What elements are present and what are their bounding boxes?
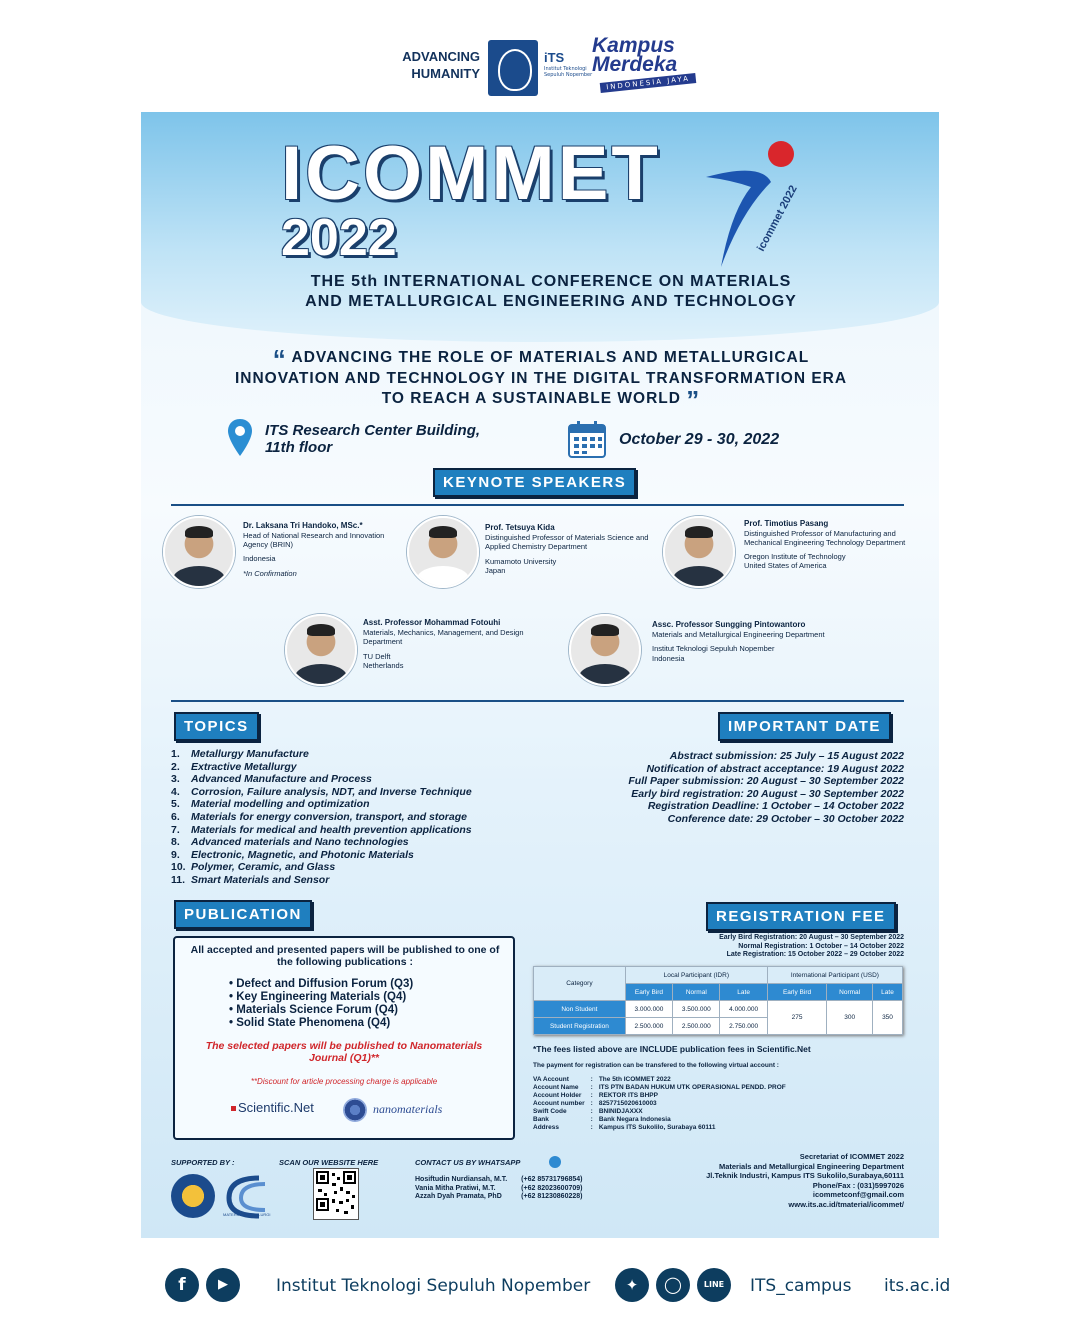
subtitle-line-2: AND METALLURGICAL ENGINEERING AND TECHNOLOGY bbox=[305, 293, 797, 310]
topic-item: 9. Electronic, Magnetic, and Photonic Materials bbox=[171, 848, 414, 861]
important-dates-list bbox=[521, 750, 904, 826]
speaker-role: Distinguished Professor of Materials Science and Applied Chemistry Department bbox=[485, 532, 649, 551]
secretariat-line: icommetconf@gmail.com bbox=[812, 1190, 904, 1199]
virtual-account-table bbox=[533, 1076, 792, 1132]
payment-note: The payment for registration can be transfered to the following virtual account : bbox=[533, 1062, 779, 1069]
speaker-name: Assc. Professor Sungging Pintowantoro bbox=[652, 620, 806, 629]
speaker-affiliation: TU Delft bbox=[363, 651, 391, 661]
its-subtext: Institut Teknologi Sepuluh Nopember bbox=[544, 66, 593, 78]
speaker-4 bbox=[363, 618, 563, 671]
topics-heading: TOPICS bbox=[174, 712, 259, 741]
fee-table bbox=[533, 966, 903, 1035]
speaker-name: Dr. Laksana Tri Handoko, MSc.* bbox=[243, 521, 363, 530]
intl-header: International Participant (USD) bbox=[767, 967, 902, 984]
theme-line-1: ADVANCING THE ROLE OF MATERIALS AND METALLURGICAL bbox=[291, 349, 810, 366]
nanomaterials-icon bbox=[343, 1098, 367, 1122]
venue-line-2: 11th floor bbox=[265, 439, 333, 456]
contacts-table bbox=[415, 1176, 596, 1202]
secretariat-line: Phone/Fax : (031)5997026 bbox=[812, 1180, 904, 1190]
scientific-net-logo: Scientific.Net bbox=[231, 1100, 314, 1115]
va-row: Account Holder : REKTOR ITS BHPP bbox=[533, 1092, 658, 1099]
topic-item: 1. Metallurgy Manufacture bbox=[171, 748, 309, 760]
va-row: Address : Kampus ITS Sukolilo, Surabaya 60111 bbox=[533, 1124, 716, 1131]
row-label: Non Student bbox=[534, 1001, 626, 1018]
topic-item: 8. Advanced materials and Nano technologies bbox=[171, 836, 409, 849]
publication-heading: PUBLICATION bbox=[174, 900, 312, 929]
fee-cell: 2.500.000 bbox=[673, 1018, 720, 1035]
whatsapp-icon bbox=[549, 1156, 561, 1168]
contact-row: Hosiftudin Nurdiansah, M.T. (+62 85731796854) bbox=[415, 1176, 583, 1183]
nanomaterials-logo: nanomaterials bbox=[373, 1102, 443, 1116]
speaker-role: Materials and Metallurgical Engineering Department bbox=[652, 629, 825, 639]
line-icon[interactable]: LINE bbox=[697, 1268, 731, 1302]
important-date-heading: IMPORTANT DATE bbox=[718, 712, 891, 741]
va-row: VA Account : The 5th ICOMMET 2022 bbox=[533, 1076, 671, 1083]
fee-cell: 300 bbox=[827, 1001, 873, 1035]
speaker-3 bbox=[744, 519, 920, 571]
period-item: Normal Registration: 1 October – 14 October 2022 bbox=[738, 942, 904, 950]
its-seal-icon bbox=[171, 1174, 215, 1218]
location-pin-icon bbox=[227, 418, 253, 458]
speaker-name: Prof. Timotius Pasang bbox=[744, 519, 829, 528]
discount-note: **Discount for article processing charge is applicable bbox=[250, 1077, 438, 1086]
theme-line-3: TO REACH A SUSTAINABLE WORLD bbox=[381, 390, 681, 407]
registration-heading: REGISTRATION FEE bbox=[706, 902, 896, 931]
period-item: Late Registration: 15 October 2022 – 29 October 2022 bbox=[726, 951, 904, 958]
qr-code-icon bbox=[313, 1168, 359, 1220]
material-metalurgi-label: MATERIAL & METALURGI bbox=[223, 1212, 271, 1217]
speaker-country: Indonesia bbox=[652, 653, 685, 663]
va-row: Account number : 8257715020610003 bbox=[533, 1100, 657, 1107]
supported-by-label: SUPPORTED BY : bbox=[171, 1158, 235, 1167]
venue bbox=[265, 422, 480, 456]
speaker-country: Netherlands bbox=[363, 661, 404, 670]
speaker-photo bbox=[163, 516, 235, 588]
topic-item: 3. Advanced Manufacture and Process bbox=[171, 773, 372, 786]
col-header: Late bbox=[720, 984, 767, 1001]
poster bbox=[141, 112, 939, 1238]
icommet-logo-icon bbox=[701, 132, 811, 272]
speaker-role: Materials, Mechanics, Management, and Design Department bbox=[363, 627, 524, 646]
registration-periods bbox=[561, 934, 904, 960]
topic-item: 5. Material modelling and optimization bbox=[171, 798, 370, 811]
close-quote-icon: ” bbox=[686, 385, 701, 415]
topic-item: 4. Corrosion, Failure analysis, NDT, and Inverse Technique bbox=[171, 785, 472, 798]
col-header: Early Bird bbox=[625, 984, 672, 1001]
icommet-logo-text: icommet 2022 bbox=[755, 183, 800, 254]
website-link[interactable]: its.ac.id bbox=[884, 1276, 951, 1296]
topic-item: 2. Extractive Metallurgy bbox=[171, 760, 297, 773]
va-row: Account Name : ITS PTN BADAN HUKUM UTK OPERASIONAL PENDD. PROF bbox=[533, 1084, 786, 1091]
speaker-photo bbox=[285, 614, 357, 686]
conference-subtitle bbox=[261, 272, 841, 312]
date-item: Conference date: 29 October – 30 October 2022 bbox=[667, 812, 904, 825]
period-item: Early Bird Registration: 20 August – 30 September 2022 bbox=[719, 934, 904, 941]
date-item: Registration Deadline: 1 October – 14 October 2022 bbox=[647, 800, 904, 813]
table-row bbox=[534, 1001, 903, 1018]
category-header: Category bbox=[534, 967, 626, 1001]
speaker-affiliation: Kumamoto University bbox=[485, 556, 557, 566]
calendar-icon bbox=[568, 420, 606, 458]
fee-cell: 4.000.000 bbox=[720, 1001, 767, 1018]
social-handle[interactable]: ITS_campus bbox=[750, 1276, 852, 1296]
facebook-icon[interactable]: f bbox=[165, 1268, 199, 1302]
speaker-5 bbox=[652, 620, 882, 663]
its-wordmark: iTS bbox=[544, 50, 565, 65]
conference-year: 2022 bbox=[281, 209, 397, 267]
date-item: Full Paper submission: 20 August – 30 September 2022 bbox=[628, 775, 904, 788]
col-header: Normal bbox=[827, 984, 873, 1001]
date-item: Abstract submission: 25 July – 15 August 2022 bbox=[669, 750, 904, 762]
contact-row: Azzah Dyah Pramata, PhD (+62 81230860228) bbox=[415, 1193, 583, 1200]
selected-papers-note: The selected papers will be published to Nanomaterials Journal (Q1)** bbox=[205, 1040, 483, 1064]
speaker-note: *In Confirmation bbox=[243, 569, 297, 578]
speaker-photo bbox=[407, 516, 479, 588]
speaker-photo bbox=[663, 516, 735, 588]
col-header: Early Bird bbox=[767, 984, 827, 1001]
speaker-photo bbox=[569, 614, 641, 686]
venue-line-1: ITS Research Center Building, bbox=[265, 422, 481, 439]
youtube-icon[interactable]: ▶ bbox=[206, 1268, 240, 1302]
speaker-1 bbox=[243, 521, 403, 579]
fee-cell: 275 bbox=[767, 1001, 827, 1035]
conference-title: ICOMMET bbox=[281, 131, 661, 216]
speaker-2 bbox=[485, 523, 661, 576]
divider bbox=[171, 504, 904, 506]
speaker-affiliation: Institut Teknologi Sepuluh Nopember bbox=[652, 644, 775, 653]
its-emblem-icon bbox=[488, 40, 538, 96]
publication-item: • Defect and Diffusion Forum (Q3) bbox=[229, 978, 414, 990]
twitter-icon[interactable]: ✦ bbox=[615, 1268, 649, 1302]
fee-cell: 350 bbox=[873, 1001, 903, 1035]
speaker-role: Distinguished Professor of Manufacturing and Mechanical Engineering Technology Department bbox=[744, 528, 906, 547]
publication-intro: All accepted and presented papers will be published to one of the following publications : bbox=[190, 944, 500, 968]
fee-cell: 3.000.000 bbox=[625, 1001, 672, 1018]
fee-cell: 3.500.000 bbox=[673, 1001, 720, 1018]
topic-item: 11. Smart Materials and Sensor bbox=[171, 873, 330, 886]
publication-list bbox=[229, 978, 413, 1030]
scan-label: SCAN OUR WEBSITE HERE bbox=[279, 1158, 379, 1167]
contact-label: CONTACT US BY WHATSAPP bbox=[415, 1158, 521, 1167]
row-label: Student Registration bbox=[534, 1018, 626, 1035]
fee-cell: 2.750.000 bbox=[720, 1018, 767, 1035]
divider bbox=[171, 700, 904, 702]
col-header: Normal bbox=[673, 984, 720, 1001]
date-item: Early bird registration: 20 August – 30 September 2022 bbox=[631, 787, 904, 800]
va-row: Bank : Bank Negara Indonesia bbox=[533, 1116, 671, 1123]
secretariat-line: Secretariat of ICOMMET 2022 bbox=[799, 1152, 904, 1161]
theme-quote bbox=[191, 344, 891, 415]
conference-date: October 29 - 30, 2022 bbox=[619, 431, 780, 448]
institution-name: Institut Teknologi Sepuluh Nopember bbox=[276, 1276, 591, 1296]
theme-line-2: INNOVATION AND TECHNOLOGY IN THE DIGITAL TRANSFORMATION ERA bbox=[234, 370, 848, 387]
speaker-affiliation: Indonesia bbox=[243, 553, 276, 563]
speaker-country: United States of America bbox=[744, 561, 827, 570]
publication-item: • Key Engineering Materials (Q4) bbox=[229, 991, 407, 1003]
speaker-affiliation: Oregon Institute of Technology bbox=[744, 551, 846, 561]
topic-item: 7. Materials for medical and health prevention applications bbox=[171, 823, 472, 836]
col-header: Late bbox=[873, 984, 903, 1001]
topic-item: 6. Materials for energy conversion, transport, and storage bbox=[171, 810, 467, 823]
advancing-humanity-text: ADVANCING HUMANITY bbox=[402, 49, 480, 81]
fee-cell: 2.500.000 bbox=[625, 1018, 672, 1035]
secretariat-line: www.its.ac.id/tmaterial/icommet/ bbox=[788, 1199, 904, 1209]
open-quote-icon: “ bbox=[272, 344, 287, 374]
instagram-icon[interactable]: ◯ bbox=[656, 1268, 690, 1302]
topic-item: 10. Polymer, Ceramic, and Glass bbox=[171, 861, 336, 874]
speaker-name: Asst. Professor Mohammad Fotouhi bbox=[363, 618, 501, 627]
kampus-merdeka-band: INDONESIA JAYA bbox=[600, 73, 697, 93]
secretariat-info bbox=[621, 1152, 904, 1209]
speaker-name: Prof. Tetsuya Kida bbox=[485, 523, 555, 532]
subtitle-line-1: THE 5th INTERNATIONAL CONFERENCE ON MATERIALS bbox=[310, 273, 792, 290]
va-row: Swift Code : BNINIDJAXXX bbox=[533, 1108, 643, 1115]
local-header: Local Participant (IDR) bbox=[625, 967, 767, 984]
topics-list bbox=[171, 748, 472, 887]
date-item: Notification of abstract acceptance: 19 August 2022 bbox=[646, 762, 904, 775]
secretariat-line: Materials and Metallurgical Engineering Department bbox=[718, 1161, 904, 1171]
keynote-heading: KEYNOTE SPEAKERS bbox=[433, 468, 636, 497]
speaker-country: Japan bbox=[485, 566, 506, 575]
secretariat-line: Jl.Teknik Industri, Kampus ITS Sukolilo,Surabaya,60111 bbox=[706, 1171, 904, 1180]
publication-item: • Solid State Phenomena (Q4) bbox=[229, 1017, 391, 1029]
contact-row: Vania Mitha Pratiwi, M.T. (+62 82023600709) bbox=[415, 1184, 583, 1192]
fee-note: *The fees listed above are INCLUDE publication fees in Scientific.Net bbox=[533, 1044, 811, 1054]
publication-item: • Materials Science Forum (Q4) bbox=[229, 1004, 398, 1016]
kampus-merdeka-logo: Kampus Merdeka bbox=[592, 34, 678, 76]
speaker-role: Head of National Research and Innovation Agency (BRIN) bbox=[243, 530, 385, 549]
